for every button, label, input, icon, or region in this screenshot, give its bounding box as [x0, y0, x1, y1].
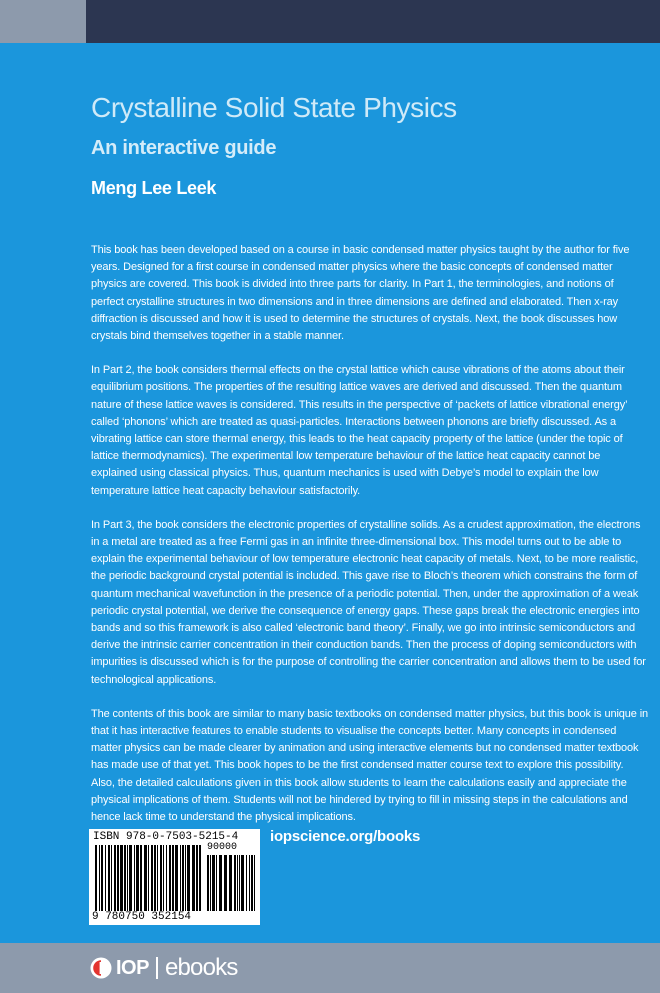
- barcode-bar: [249, 855, 250, 911]
- barcode-bar: [144, 845, 147, 911]
- barcode-bar: [163, 845, 164, 911]
- barcode-bar: [172, 845, 174, 911]
- barcode-bar: [207, 855, 209, 911]
- iop-ebooks-logo: [90, 954, 238, 982]
- logo-divider: [156, 957, 158, 979]
- barcode-bar: [251, 855, 253, 911]
- blurb-paragraph: This book has been developed based on a course in basic condensed matter physics taught by the author for five years. Designed for a first course in condensed matter physics where the basic concepts of condensed matter physics are covered. This book is divided into three parts for clarity. In Part 1, the terminologies, and notions of perfect crystalline structures in two dimensions and in three dimensions are defined and elaborated. Then x-ray diffraction is discussed and how it is used to determine the structures of crystals. Next, the book discusses how crystals bind themselves together in a stable manner.: [91, 244, 630, 343]
- barcode-bar: [224, 855, 227, 911]
- barcode-bar: [192, 845, 195, 911]
- barcode-bar: [212, 855, 215, 911]
- book-title: Crystalline Solid State Physics: [91, 92, 457, 123]
- barcode-addon-digits: 90000: [207, 842, 238, 853]
- barcode-bar: [99, 845, 100, 911]
- barcode-bar: [136, 845, 139, 911]
- barcode-bar: [180, 845, 181, 911]
- barcode-bar: [160, 845, 162, 911]
- barcode-digits: 9 780750 352154: [92, 911, 192, 923]
- barcode-bar: [124, 845, 126, 911]
- barcode-bar: [185, 845, 186, 911]
- barcode-bar: [95, 845, 97, 911]
- barcode-bar: [210, 855, 211, 911]
- book-subtitle: An interactive guide: [91, 137, 277, 159]
- barcode-bar: [237, 855, 238, 911]
- barcode-bar: [199, 845, 201, 911]
- blurb-paragraph: The contents of this book are similar to many basic textbooks on condensed matter physics, but this book is unique in that it has interactive features to enable students to visualise the concepts better. Many concepts in condensed matter physics can be made clearer by animation and using interactive elements but no condensed matter textbook has made use of that yet. This book hopes to be the first condensed matter course text to explore this possibility. Also, the detailed calculations given in this book allow students to learn the calculations easily and appreciate the physical implications of them. Students will not be hindered by trying to fill in missing steps in the calculations and hence lack time to understand the physical implications.: [91, 707, 649, 824]
- iop-logo-text: IOP: [116, 956, 149, 979]
- isbn-barcode: [89, 829, 260, 925]
- barcode-bar: [117, 845, 119, 911]
- barcode-bar: [120, 845, 123, 911]
- barcode-bar: [148, 845, 149, 911]
- barcode-bar: [154, 845, 156, 911]
- blurb-paragraph: In Part 2, the book considers thermal effects on the crystal lattice which cause vibrations of the atoms about their equilibrium positions. The properties of the resulting lattice waves are derived and discussed. Then the quantum nature of these lattice waves is considered. This results in the perspective of ‘packets of lattice vibrational energy’ called ‘phonons’ which are treated as quasi-particles. Interactions between phonons are briefly discussed. As a vibrating lattice can store thermal energy, this leads to the heat capacity property of the lattice (under the topic of lattice thermodynamics). The experimental low temperature behaviour of the lattice heat capacity cannot be explained using classical physics. Thus, quantum mechanics is used with Debye’s model to explain the low temperature lattice heat capacity behaviour satisfactorily.: [91, 364, 628, 497]
- iop-logo-icon: [90, 957, 112, 979]
- barcode-bar: [134, 845, 135, 911]
- isbn-label: ISBN 978-0-7503-5215-4: [93, 831, 239, 843]
- barcode-bar: [169, 845, 171, 911]
- barcode-bar: [127, 845, 128, 911]
- barcode-bar: [105, 845, 106, 911]
- barcode-bar: [111, 845, 112, 911]
- barcode-bar: [241, 855, 244, 911]
- barcode-bar: [187, 845, 190, 911]
- barcode-bar: [182, 845, 184, 911]
- barcode-bar: [114, 845, 116, 911]
- barcode-bar: [239, 855, 240, 911]
- barcode-bar: [108, 845, 110, 911]
- barcode-bar: [234, 855, 236, 911]
- barcode-bar: [151, 845, 153, 911]
- top-left-block: [0, 0, 86, 43]
- barcode-bar: [101, 845, 103, 911]
- barcode-bar: [254, 855, 255, 911]
- book-author: Meng Lee Leek: [91, 178, 217, 198]
- barcode-bar: [219, 855, 222, 911]
- top-bar: [86, 0, 660, 43]
- barcode-bar: [175, 845, 178, 911]
- barcode-bar: [140, 845, 142, 911]
- ebooks-logo-text: ebooks: [164, 954, 238, 981]
- barcode-bar: [157, 845, 158, 911]
- barcode-bar: [129, 845, 132, 911]
- barcode-bar: [229, 855, 232, 911]
- barcode-bar: [166, 845, 167, 911]
- barcode-bar: [196, 845, 198, 911]
- footer-bar: [0, 943, 660, 993]
- blurb-text: [91, 242, 649, 843]
- website-link[interactable]: iopscience.org/books: [270, 828, 421, 845]
- barcode-bar: [216, 855, 217, 911]
- barcode-bar: [246, 855, 247, 911]
- blurb-paragraph: In Part 3, the book considers the electronic properties of crystalline solids. As a crudest approximation, the electrons in a metal are treated as a free Fermi gas in an infinite three-dimensional box. This model turns out to be able to explain the experimental behaviour of low temperature electronic heat capacity of metals. Next, to be more realistic, the periodic background crystal potential is included. This gave rise to Bloch’s theorem which constrains the form of quantum mechanical wavefunction in the presence of a periodic potential. Then, under the approximation of a weak periodic crystal potential, we derive the consequence of energy gaps. These gaps break the electronic energies into bands and so this framework is also called ‘electronic band theory’. Finally, we go into intrinsic semiconductors and derive the intrinsic carrier concentration in their conduction bands. Then the process of doping semiconductors with impurities is discussed which is for the purpose of controlling the carrier concentration and allows them to be used for technological applications.: [91, 518, 646, 686]
